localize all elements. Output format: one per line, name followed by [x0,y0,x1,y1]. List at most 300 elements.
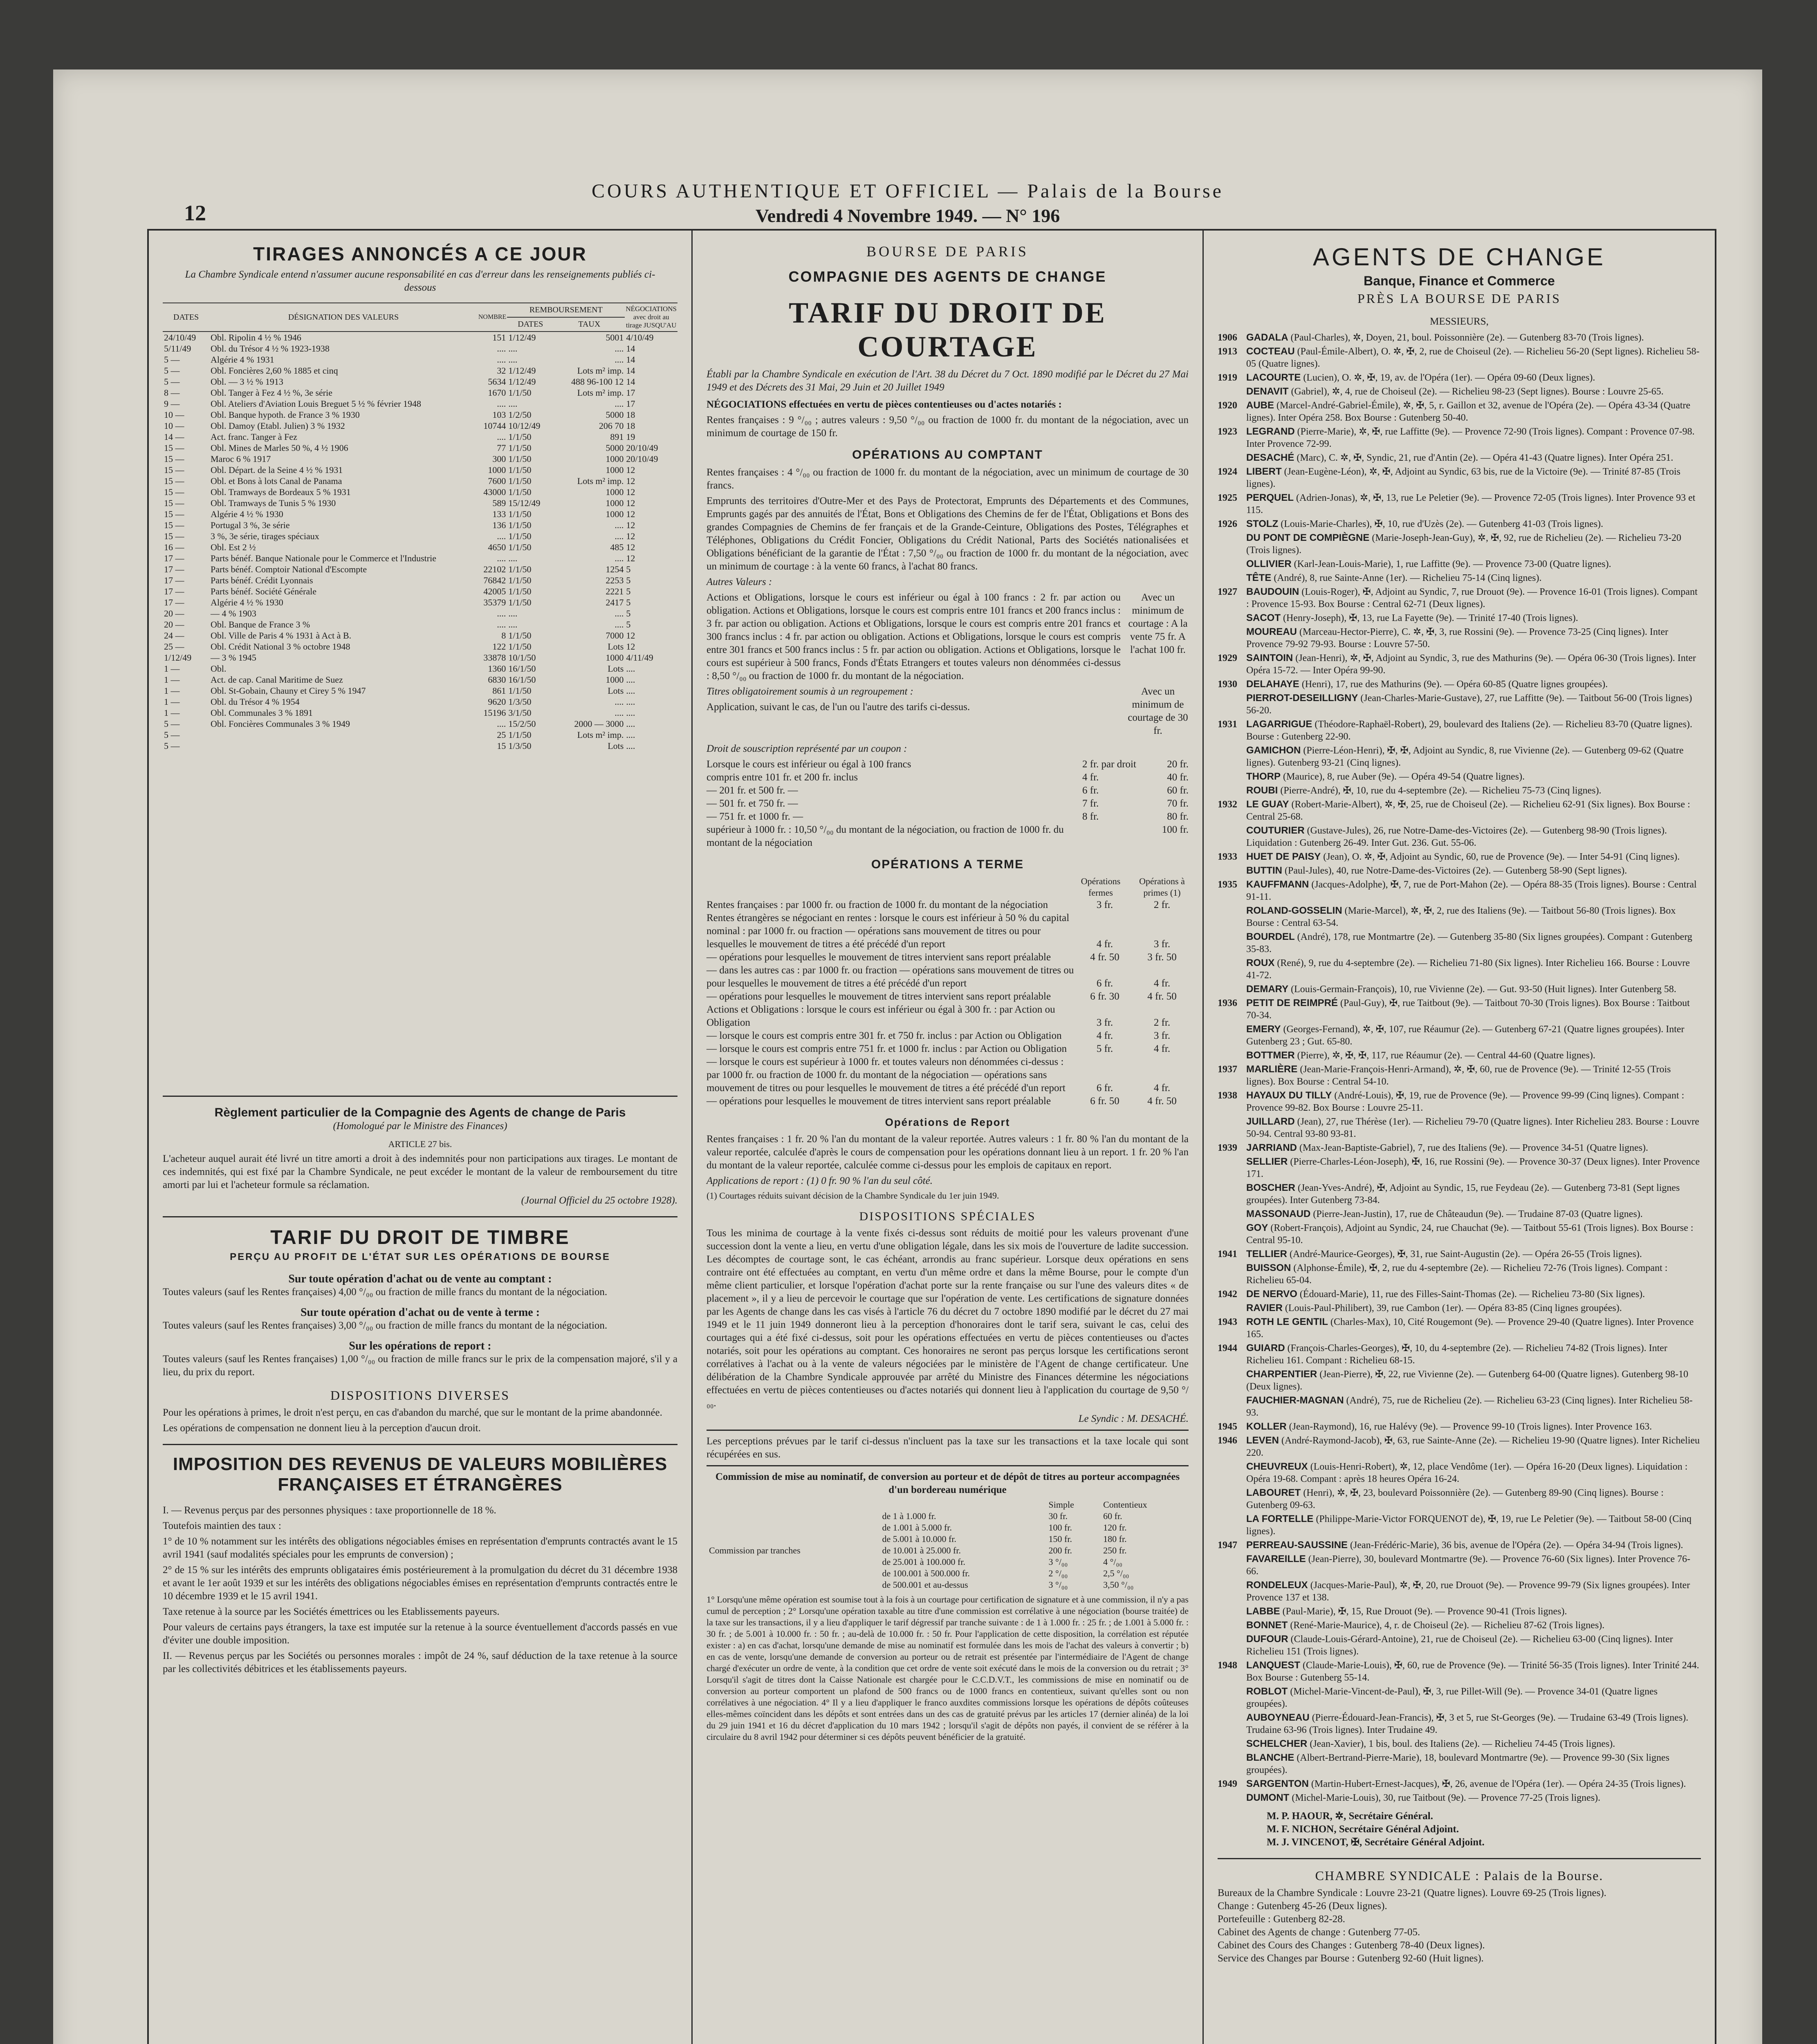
reglement-title: Règlement particulier de la Compagnie des Agents de change de Paris [214,1106,626,1119]
table-row [163,641,677,652]
agent-name: BUTTIN [1246,865,1282,876]
agent-name: MASSONAUD [1246,1208,1311,1219]
table-cell: 6830 [488,675,506,685]
agent-details: (Michel-Marie-Louis), 30, rue Taitbout (9e). — Provence 77-25 (Trois lignes). [1292,1793,1601,1803]
agent-entry [1246,492,1701,516]
imposition-line: 1° de 10 % notamment sur les intérêts des obligations négociables émises en représentation d'emprunts contractés avant le 15 avril 1941 (sauf modalités spéciales pour les emprunts de conversion) ; [163,1536,677,1560]
table-cell: .... [497,343,506,354]
content-frame [147,229,1716,2044]
agent-year [1218,532,1246,556]
terme-primes: 3 fr. [1153,939,1171,950]
agent-name: LANQUEST [1246,1660,1300,1671]
agent-name: EMERY [1246,1024,1281,1035]
agent-name: GOY [1246,1222,1268,1233]
col-header-dates: DATES [163,303,209,332]
imposition-title-2: FRANÇAISES ET ÉTRANGÈRES [278,1475,563,1495]
list-item [1218,466,1701,490]
table-cell: .... [497,432,506,442]
table-cell: 3 °/₀₀ [1048,1557,1068,1567]
souscription-max: 40 fr. [1167,772,1189,783]
table-row [707,1533,1189,1545]
souscription-condition: — 751 fr. et 1000 fr. — [707,811,803,822]
table-cell: Obl. Foncières Communales 3 % 1949 [211,719,350,729]
imposition-line: Pour valeurs de certains pays étrangers, la taxe est imputée sur la retenue à la source éventuellement d'accords passés en vue d'éviter une double imposition. [163,1622,677,1646]
table-cell: 18 [626,410,635,420]
list-item [1218,1156,1701,1180]
agent-year: 1931 [1218,719,1237,730]
table-row [707,1568,1189,1579]
souscription-max: 100 fr. [1162,824,1189,835]
agent-details: (Martin-Hubert-Ernest-Jacques), ✠, 26, avenue de l'Opéra (1er). — Opéra 24-35 (Trois lignes). [1311,1779,1686,1789]
agent-name: OLLIVIER [1246,558,1292,569]
agent-details: (Pierre-Jean-Justin), 17, rue de Châteaudun (9e). — Trudaine 87-03 (Quatre lignes). [1313,1209,1643,1219]
table-cell: 1 — [164,675,180,685]
table-cell: 16/1/50 [508,663,536,674]
table-cell: 3 °/₀₀ [1048,1580,1068,1590]
table-row [163,409,677,420]
table-cell: 10/12/49 [508,421,541,431]
table-cell: 12 [626,509,635,519]
list-item [707,771,1189,784]
agent-entry [1246,1302,1701,1314]
agent-year [1218,1116,1246,1140]
agent-entry [1246,692,1701,717]
table-cell: .... [615,343,624,354]
list-item [1218,345,1701,370]
agent-year: 1939 [1218,1143,1237,1153]
list-item [707,823,1189,849]
commission-label: Commission par tranches [709,1545,801,1555]
table-cell: .... [497,619,506,630]
table-cell: 1000 [606,487,624,497]
agent-entry [1246,1421,1701,1433]
table-cell: 5 [626,586,631,596]
table-cell: Algérie 4 ½ % 1930 [211,597,283,607]
agent-name: THORP [1246,771,1281,782]
table-cell: 3,50 °/₀₀ [1103,1580,1134,1590]
table-row [163,718,677,729]
table-cell: 1/1/50 [508,487,532,497]
terme-fermes: 6 fr. 50 [1090,1096,1119,1107]
list-item [1218,572,1701,584]
imposition-line: Toutefois maintien des taux : [163,1520,281,1531]
agent-year: 1927 [1218,587,1237,597]
terme-condition: — opérations pour lesquelles le mouvement de titres intervient sans report préalable [707,991,1051,1002]
table-cell: 1/1/50 [508,630,532,641]
table-cell: 5 — [164,719,180,729]
regroup-title: Titres obligatoirement soumis à un regroupement : [707,686,913,697]
agent-name: CHARPENTIER [1246,1369,1317,1380]
agent-details: (Michel-Marie-Vincent-de-Paul), ✠, 3, rue Pillet-Will (9e). — Provence 34-01 (Quatre lignes groupées). [1246,1686,1658,1709]
table-cell: 1/1/50 [508,432,532,442]
agent-year [1218,1579,1246,1604]
table-cell: 15 — [164,487,184,497]
agent-name: DELAHAYE [1246,679,1299,690]
agent-name: LABOURET [1246,1487,1301,1498]
table-cell: 20/10/49 [626,454,658,464]
table-row [707,1522,1189,1533]
table-cell: 8 — [164,388,180,398]
agent-details: (Théodore-Raphaël-Robert), 29, boulevard des Italiens (2e). — Richelieu 83-70 (Quatre lignes). Bourse : Gutenberg 22-90. [1246,719,1693,742]
table-cell: 1/12/49 [508,365,536,376]
agent-entry [1246,865,1701,877]
table-cell: 4650 [488,542,506,552]
agent-details: (Jean-Frédéric-Marie), 36 bis, avenue de l'Opéra (2e). — Opéra 34-94 (Trois lignes). [1350,1540,1683,1551]
list-item [1218,532,1701,556]
agent-year: 1924 [1218,466,1237,477]
agent-name: ROTH LE GENTIL [1246,1316,1328,1327]
agent-name: FAUCHIER-MAGNAN [1246,1395,1344,1406]
agent-year [1218,1752,1246,1776]
agent-name: SARGENTON [1246,1778,1309,1789]
table-row [163,696,677,707]
agent-year: 1938 [1218,1090,1237,1101]
table-row [163,354,677,365]
agent-entry [1246,1553,1701,1578]
agent-name: SELLIER [1246,1156,1288,1167]
list-item [1218,1579,1701,1604]
table-row [163,707,677,718]
table-cell: 589 [492,498,506,508]
imposition-line: I. — Revenus perçus par des personnes physiques : taxe proportionnelle de 18 %. [163,1505,496,1516]
agent-year [1218,385,1246,398]
terme-primes: 4 fr. 50 [1147,991,1177,1002]
table-cell: Lots m² imp. [577,476,624,486]
chambre-title: CHAMBRE SYNDICALE : Palais de la Bourse. [1315,1868,1604,1883]
agent-name: DEMARY [1246,984,1289,995]
table-cell: 22102 [483,564,506,574]
agent-entry [1246,798,1701,823]
table-cell: Algérie 4 ½ % 1930 [211,509,283,519]
table-cell: .... [615,608,624,619]
agents-messieurs: MESSIEURS, [1430,316,1489,327]
table-cell: 12 [626,641,635,652]
table-cell: 5 — [164,741,180,751]
agent-name: DU PONT DE COMPIÈGNE [1246,532,1370,543]
agent-details: (Jacques-Marie-Paul), ✲, ✠, 20, rue Drouot (9e). — Provence 99-79 (Six lignes groupées). Inter Provence 137 et 138. [1246,1580,1690,1603]
agent-details: (Jean-Henri), ✲, ✠, Adjoint au Syndic, 3, rue des Mathurins (9e). — Opéra 06-30 (Trois lignes). Inter Opéra 15-72. — Inter Opéra 99-90. [1246,653,1696,676]
souscription-rate: 4 fr. [1082,772,1099,783]
table-cell: Parts bénéf. Société Générale [211,586,316,596]
table-cell: 10744 [483,421,506,431]
table-cell: 300 [492,454,506,464]
list-item [1218,492,1701,516]
table-cell: 15 [497,741,506,751]
agent-entry [1246,1049,1701,1062]
agent-entry [1246,931,1701,955]
timbre-comptant-text: Toutes valeurs (sauf les Rentes françaises) 4,00 °/₀₀ ou fraction de mille francs du montant de la négociation. [163,1286,608,1298]
agents-subtitle-2: PRÈS LA BOURSE DE PARIS [1357,291,1561,306]
agent-details: (Georges-Fernand), ✲, ✠, 107, rue Réaumur (2e). — Gutenberg 67-21 (Quatre lignes groupées). Inter Gutenberg 23 ; Gut. 65-80. [1246,1024,1685,1047]
imposition-line: 2° de 15 % sur les intérêts des emprunts obligataires émis postérieurement à la promulgation du décret du 31 décembre 1938 et avant le 1er août 1939 et sur les intérêts des obligations négociables émises en représentation d'emprunts contractés entre le 10 décembre 1939 et le 15 avril 1941. [163,1564,677,1602]
agent-entry [1246,905,1701,929]
list-item [707,1029,1189,1042]
agent-name: LAGARRIGUE [1246,719,1312,730]
agent-name: BAUDOUIN [1246,586,1299,597]
table-cell: de 10.001 à 25.000 fr. [882,1545,961,1555]
comptant-rentes: Rentes françaises : 4 °/₀₀ ou fraction de 1000 fr. du montant de la négociation, avec un minimum de courtage de 30 francs. [707,467,1189,491]
table-cell: 5 [626,575,631,585]
agent-name: DUFOUR [1246,1634,1288,1645]
agent-details: (Maurice), 8, rue Auber (9e). — Opéra 49-54 (Quatre lignes). [1283,771,1525,782]
chambre-line: Cabinet des Agents de change : Gutenberg 77-05. [1218,1927,1420,1938]
table-cell [209,729,478,740]
table-cell: Obl. et Bons à lots Canal de Panama [211,476,342,486]
agent-name: PIERROT-DESEILLIGNY [1246,693,1358,704]
page-number: 12 [184,201,206,225]
agent-year [1218,784,1246,797]
reglement-subtitle: (Homologué par le Ministre des Finances) [333,1121,507,1132]
table-cell: .... [615,399,624,409]
agent-details: (François-Charles-Georges), ✠, 10, du 4-septembre (2e). — Richelieu 74-82 (Trois lignes). Inter Richelieu 161. Compant : Richelieu 68-15. [1246,1343,1667,1366]
agent-details: (Jean), 27, rue Thérèse (1er). — Richelieu 79-70 (Quatre lignes). Inter Richelieu 283. Bourse : Louvre 50-94. Central 93-80 93-81. [1246,1116,1699,1139]
terme-condition: Rentes étrangères se négociant en rentes : lorsque le cours est inférieur à 50 % du capital nominal : par 1000 fr. ou fraction — opérations sans mouvement de titres ou pour lesquelles le mouvement de titres a été précédé d'un report [707,912,1070,950]
table-cell: 14 [626,377,635,387]
table-cell: 17 — [164,586,184,596]
table-row [163,729,677,740]
agent-year [1218,452,1246,464]
terme-col-primes: Opérations à primes (1) [1139,876,1185,898]
table-cell: 15196 [483,708,506,718]
agent-entry [1246,532,1701,556]
newspaper-page [53,69,1762,2044]
table-cell: 4/10/49 [626,332,654,343]
souscription-condition: — 201 fr. et 500 fr. — [707,785,798,796]
agent-name: BLANCHE [1246,1752,1294,1763]
agent-year: 1947 [1218,1540,1237,1551]
timbre-subtitle: PERÇU AU PROFIT DE L'ÉTAT SUR LES OPÉRATIONS DE BOURSE [230,1251,610,1262]
table-cell: 1000 [606,465,624,475]
table-row [163,464,677,475]
agent-details: (Louis-Henri-Robert), ✲, 12, place Vendôme (1er). — Opéra 16-20 (Deux lignes). Liquidation : Opéra 19-68. Compant : après 18 heures Opéra 16-24. [1246,1461,1688,1484]
masthead-date: Vendredi 4 Novembre 1949. — N° 196 [755,205,1060,226]
table-cell: Obl. du Trésor 4 ½ % 1923-1938 [211,343,330,354]
agent-year [1218,1302,1246,1314]
list-item [707,899,1189,912]
table-cell: 10 — [164,421,184,431]
list-item [1218,1633,1701,1658]
commission-label [707,1556,880,1568]
table-cell: 19 [626,432,635,442]
table-cell: .... [615,619,624,630]
agent-details: (Louis-Roger), ✠, Adjoint au Syndic, 7, rue Drouot (9e). — Provence 16-01 (Trois lignes). Compant : Provence 15-93. Box Bourse : Central 62-71 (Deux lignes). [1246,587,1698,610]
table-row [163,630,677,641]
list-item [1218,744,1701,769]
agent-year [1218,983,1246,995]
table-cell: 10 — [164,410,184,420]
list-item [1218,1513,1701,1537]
agent-year: 1930 [1218,679,1237,690]
tirages-table-body [163,332,677,751]
agent-details: (Pierre-Marie), ✲, ✠, rue Laffitte (9e). — Provence 72-90 (Trois lignes). Compant : Provence 07-98. Inter Provence 72-99. [1246,426,1695,449]
agent-entry [1246,1316,1701,1340]
table-cell: 4 °/₀₀ [1103,1557,1122,1567]
agent-year [1218,1394,1246,1419]
list-item [707,990,1189,1003]
commission-table [707,1499,1189,1591]
list-item [707,951,1189,964]
list-item [1218,558,1701,570]
table-cell: 17 — [164,564,184,574]
table-cell: Obl. Ateliers d'Aviation Louis Breguet 5 ½ % février 1948 [211,399,421,409]
table-cell: 1000 [606,509,624,519]
list-item [707,784,1189,797]
table-cell: 24/10/49 [164,332,196,343]
secretary-line: M. P. HAOUR, ✲, Secrétaire Général. [1267,1811,1433,1822]
agent-details: (André-Louis), ✠, 19, rue de Provence (9e). — Provence 99-99 (Cinq lignes). Compant : Provence 99-82. Box Bourse : Louvre 25-11. [1246,1090,1685,1113]
list-item [1218,1142,1701,1154]
list-item [1218,612,1701,624]
table-cell: Lots [608,641,624,652]
agent-name: TELLIER [1246,1248,1287,1260]
agent-entry [1246,1685,1701,1710]
table-cell: .... [626,730,635,740]
agent-details: (Gabriel), ✲, 4, rue de Choiseul (2e). — Richelieu 98-23 (Sept lignes). Bourse : Louvre 25-65. [1291,386,1664,397]
table-cell: 2,5 °/₀₀ [1103,1568,1129,1578]
agent-details: (Marceau-Hector-Pierre), C. ✲, ✠, 3, rue Rossini (9e). — Provence 73-25 (Cinq lignes). Inter Provence 79-92 79-93. Bourse : Louvre 57-50. [1246,627,1669,650]
agent-name: MOUREAU [1246,626,1297,637]
table-cell: Parts bénéf. Banque Nationale pour le Commerce et l'Industrie [211,553,436,563]
list-item [1218,997,1701,1022]
imposition-line: Taxe retenue à la source par les Sociétés émettrices ou les Etablissements payeurs. [163,1606,500,1617]
agent-details: (André-Raymond-Jacob), ✠, 63, rue Sainte-Anne (2e). — Richelieu 19-90 (Quatre lignes). Inter Richelieu 220. [1246,1435,1700,1458]
table-cell: 12 [626,531,635,541]
agent-name: RONDELEUX [1246,1580,1308,1591]
agent-name: HUET DE PAISY [1246,851,1321,862]
agent-name: LA FORTELLE [1246,1513,1314,1524]
terme-fermes: 4 fr. [1096,1030,1113,1041]
table-row [163,343,677,354]
list-item [1218,1659,1701,1684]
agent-year [1218,931,1246,955]
agent-name: RAVIER [1246,1302,1283,1313]
agent-name: TÊTE [1246,572,1272,583]
table-cell: 12 [626,487,635,497]
agent-entry [1246,518,1701,530]
nego-title: NÉGOCIATIONS effectuées en vertu de pièces contentieuses ou d'actes notariés : [707,399,1062,410]
regroup-minimum: Avec un minimum de courtage de 30 fr. [1128,686,1188,736]
agent-name: ROBLOT [1246,1686,1288,1697]
table-cell: 10/1/50 [508,652,536,663]
speciales-text: Tous les minima de courtage à la vente fixés ci-dessus sont réduits de moitié pour les valeurs provenant d'une succession dont la vente a lieu, en vertu d'une obligation légale, dans les six mois de l'ouverture de ladite succession. Les décomptes de courtage sont, le cas échéant, arrondis au franc supérieur. Lorsque deux opérations en sens contraire ont été effectuées au comptant, en vertu d'un même ordre et dans la même Bourse, pour le compte d'un même client particulier, et lorsque l'opération d'achat porte sur la rente française ou sur l'une des valeurs dites « de placement », il y a lieu de percevoir le courtage que sur l'opération de vente. Les certifications de signature données par les Agents de change dans les cas visés à l'article 76 du décret du 7 octobre 1890 modifié par le décret du 27 mai 1949 et le 11 juin 1949 donneront lieu à la perception d'honoraires dont le tarif sera, suivant le cas, celui des courtages qui a été fixé ci-dessus, soit pour les opérations effectuées en vertu de pièces contentieuses ou d'actes notariés, soit pour les opérations au comptant. Ces honoraires ne seront pas perçus lorsque les certifications seront corrélatives à l'achat ou à la vente de valeurs négociées par le ministère de l'Agent de change certificateur. Une délibération de la Chambre Syndicale approuvée par arrêté du Ministre des Finances détermine les négociations effectuées en vertu de pièces contentieuses ou d'actes notariés qui donnent lieu à l'application du courtage de 9,50 °/₀₀. [707,1228,1189,1409]
terme-condition: — lorsque le cours est supérieur à 1000 fr. et toutes valeurs non dénommées ci-dessus : par 1000 fr. ou fraction de 1000 fr. du montant de la négociation — opérations sans mouvement de titres ou pour lesquelles le mouvement de titres a été précédé d'un report [707,1056,1066,1094]
list-item [1218,426,1701,450]
list-item [707,912,1189,951]
agent-details: (André), 75, rue de Richelieu (2e). — Richelieu 63-23 (Cinq lignes). Inter Richelieu 58-93. [1246,1395,1693,1418]
agent-entry [1246,1262,1701,1286]
table-cell: 1/1/50 [508,597,532,607]
table-cell: 1 — [164,686,180,696]
table-row [163,586,677,597]
agent-entry [1246,372,1701,384]
agent-details: (Louis-Paul-Philibert), 39, rue Cambon (1er). — Opéra 83-85 (Cinq lignes groupées). [1285,1303,1622,1313]
souscription-rate: 8 fr. [1082,811,1099,822]
agent-details: (Jean-Pierre), ✠, 22, rue Vivienne (2e). — Gutenberg 64-00 (Quatre lignes). Gutenberg 98-10 (Deux lignes). [1246,1369,1689,1392]
agent-details: (Marie-Joseph-Jean-Guy), ✲, ✠, 92, rue de Richelieu (2e). — Richelieu 73-20 (Trois lignes). [1246,533,1682,556]
agent-year [1218,1605,1246,1618]
agent-entry [1246,1182,1701,1206]
report-text: Rentes françaises : 1 fr. 20 % l'an du montant de la valeur reportée. Autres valeurs : 1 fr. 80 % l'an du montant de la valeur reportée, calculée d'après le cours de compensation pour les opérations donnant lieu à un report. 1 fr. 20 % l'an du montant de la valeur reportée, calculée comme ci-dessus pour les emplois de capitaux en report. [707,1134,1189,1171]
agent-year: 1935 [1218,879,1237,890]
agent-entry [1246,771,1701,783]
col-header-nombre: NOMBRE [478,303,507,332]
table-cell: 60 fr. [1103,1511,1122,1521]
agent-entry [1246,1142,1701,1154]
agent-name: GAMICHON [1246,745,1301,756]
table-cell: 485 [610,542,624,552]
list-item [1218,1778,1701,1790]
agent-details: (Karl-Jean-Louis-Marie), 1, rue Laffitte (9e). — Provence 73-00 (Quatre lignes). [1294,559,1611,569]
agent-year [1218,1156,1246,1180]
terme-primes: 4 fr. [1153,1043,1171,1054]
list-item [1218,626,1701,650]
agent-year: 1906 [1218,332,1237,343]
agent-details: (Marc), C. ✲, ✠, Syndic, 21, rue d'Antin (2e). — Opéra 41-43 (Quatre lignes). Inter Opéra 251. [1297,453,1673,463]
agent-year [1218,1792,1246,1804]
agent-name: KAUFFMANN [1246,879,1309,890]
comptant-emprunts: Emprunts des territoires d'Outre-Mer et des Pays de Protectorat, Emprunts des Départements et des Communes, Emprunts gagés par des annuités de l'État, Bons et Obligations des Chemins de fer de l'État, Obligations et Bons des grandes Compagnies de Chemins de fer français et de la Grande-Ceinture, Obligations des Postes, Télégraphes et Téléphones, Obligations du Crédit Foncier, Obligations du Crédit National, Parts des Sociétés nationalisées et Obligations bénéficiant de la garantie de l'État : 7,50 °/₀₀ ou fraction de 1000 fr. du montant de la négociation, avec un minimum de courtage : à la vente 60 francs, à l'achat 80 francs. [707,495,1189,572]
list-item [1218,385,1701,398]
table-cell: 1360 [488,663,506,674]
agent-name: DENAVIT [1246,386,1289,397]
table-cell: 1/1/50 [508,564,532,574]
masthead-title: COURS AUTHENTIQUE ET OFFICIEL — Palais de la Bourse [592,180,1224,202]
table-cell: de 100.001 à 500.000 fr. [882,1568,970,1578]
table-cell: 1/1/50 [508,388,532,398]
agent-name: BONNET [1246,1620,1288,1631]
agent-details: (Gustave-Jules), 26, rue Notre-Dame-des-Victoires (2e). — Gutenberg 98-90 (Trois lignes). Liquidation : Gutenberg 26-49. Inter Gut. 236. Gut. 55-06. [1246,825,1667,848]
imposition-text [163,1504,677,1676]
agent-year: 1948 [1218,1660,1237,1671]
timbre-terme-title: Sur toute opération d'achat ou de vente à terme : [300,1306,540,1319]
table-cell: 24 — [164,630,184,641]
table-cell: 17 — [164,575,184,585]
table-row [163,442,677,453]
table-cell: 9620 [488,697,506,707]
table-cell: .... [508,608,518,619]
agent-name: ROUBI [1246,785,1278,796]
agent-name: HAYAUX DU TILLY [1246,1090,1332,1101]
agent-entry [1246,678,1701,690]
agent-details: (Henry-Joseph), ✠, 13, rue La Fayette (9e). — Trinité 17-40 (Trois lignes). [1283,613,1578,623]
terme-primes: 4 fr. 50 [1147,1096,1177,1107]
agent-year [1218,1685,1246,1710]
table-cell: 7600 [488,476,506,486]
chambre-lines [1218,1887,1701,1965]
list-item [1218,1553,1701,1578]
autres-title: Autres Valeurs : [707,576,772,587]
agent-details: (Pierre-Charles-Léon-Joseph), ✠, 16, rue Rossini (9e). — Provence 30-37 (Deux lignes). Inter Provence 171. [1246,1156,1700,1179]
agent-year: 1923 [1218,426,1237,437]
agent-entry [1246,851,1701,863]
speciales-title: DISPOSITIONS SPÉCIALES [859,1210,1036,1223]
table-cell: 1/12/49 [164,652,192,663]
table-row [163,575,677,586]
table-cell: 1000 [606,498,624,508]
agent-entry [1246,997,1701,1022]
table-cell: Maroc 6 % 1917 [211,454,271,464]
agent-entry [1246,1461,1701,1485]
table-cell: 1/12/49 [508,377,536,387]
commission-notes: 1° Lorsqu'une même opération est soumise tout à la fois à un courtage pour certification de signature et à une commission, il n'y a pas cumul de perception ; 2° Lorsqu'une opération taxable au titre d'une commission est corrélative à une négociation (bourse traitée) de la taxe sur les transactions, il y a lieu d'appliquer le tarif dégressif par tranche suivante : de 1 à 1.000 fr. : 25 fr. ; de 1.001 à 5.000 fr. : 30 fr. ; de 5.001 à 10.000 fr. : 50 fr. ; au-delà de 10.000 fr. : 50 fr. Pour l'application de cette disposition, la corrélation est réputée exister : a) en cas d'achat, lorsqu'une demande de mise au nominatif est formulée dans les mois de l'achat des valeurs à convertir ; b) en cas de vente, lorsqu'une demande de conversion au porteur ou de retrait est présentée par l'intermédiaire de l'Agent de change chargé d'exécuter un ordre de vente, à la condition que cet ordre de vente soit exécuté dans le mois de la conversion ou du retrait ; 3° Lorsqu'il s'agit de titres dont la Caisse Nationale est chargée pour le C.C.D.V.T., les commissions de mise en nominatif ou de conversion au porteur comportent un plafond de 500 francs ou de 1000 francs en contentieux, suivant qu'elles sont ou non corrélatives à une négociation. 4° Il y a lieu d'appliquer le franco auxdites commissions lorsque les opérations de dépôts coûteuses elles-mêmes coïncident dans les dépôts et sont entrées dans un des cas de gratuité prévus par les articles 17 (dernier alinéa) de la loi du 29 juin 1941 et 16 du décret d'application du 10 mars 1942 ; lorsqu'il s'agit de dépôts non payés, il convient de se référer à la circulaire du 8 avril 1942 pour déterminer si ces dépôts peuvent bénéficier de la gratuité. [707,1594,1189,1742]
list-item [1218,1316,1701,1340]
table-cell: 1 — [164,663,180,674]
list-item [1218,851,1701,863]
agent-year [1218,957,1246,982]
table-cell: 1670 [488,388,506,398]
table-cell: 35379 [483,597,506,607]
agent-entry [1246,718,1701,743]
